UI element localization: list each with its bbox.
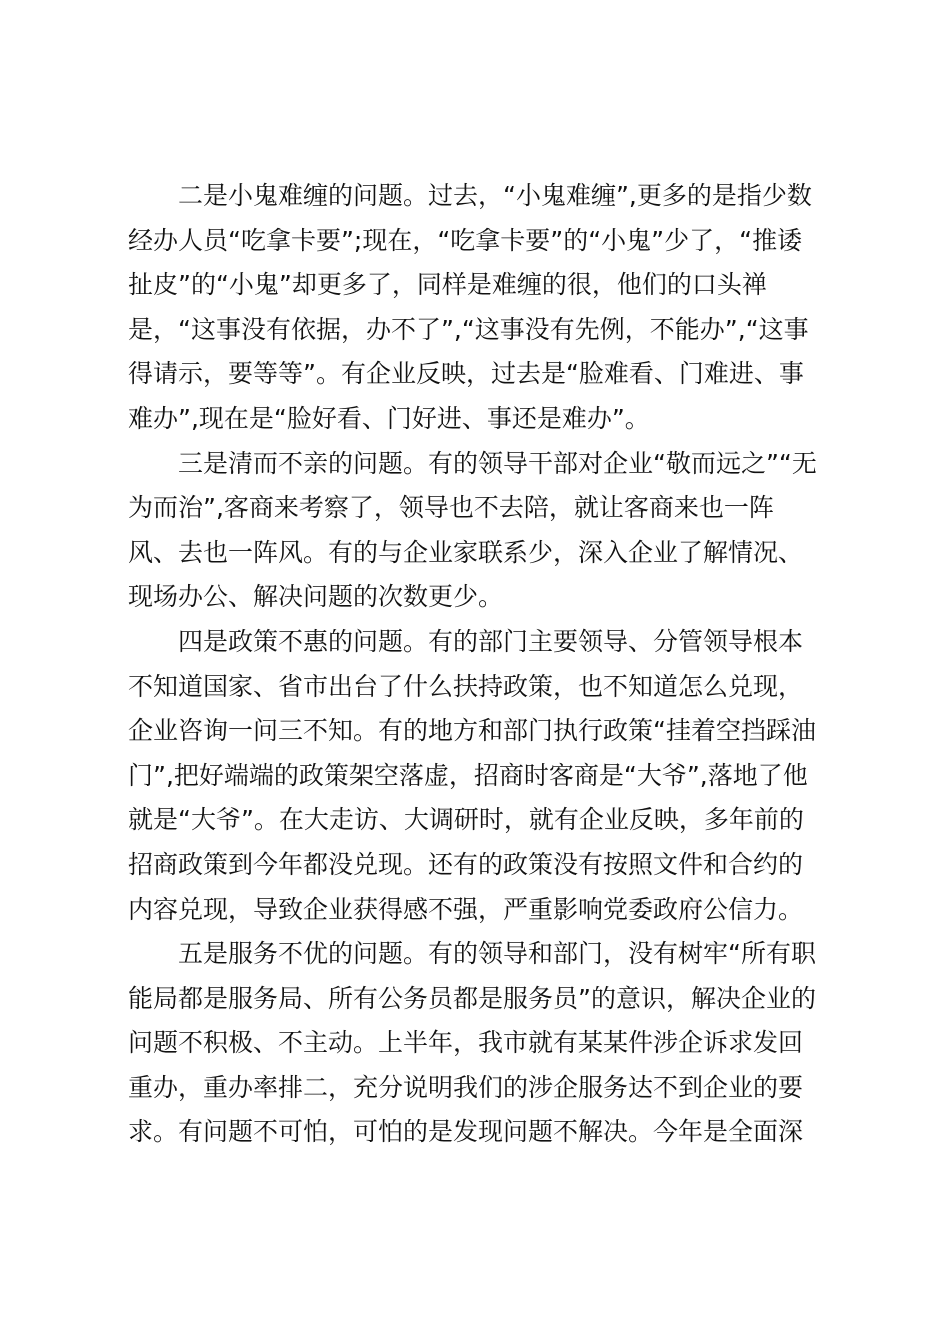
text-line: 门”,把好端端的政策架空落虚，招商时客商是“大爷”,落地了他	[128, 760, 808, 790]
text-line: 是，“这事没有依据，办不了”,“这事没有先例，不能办”,“这事	[128, 314, 809, 344]
text-line: 企业咨询一问三不知。有的地方和部门执行政策“挂着空挡踩油	[128, 716, 816, 746]
text-line: 得请示，要等等”。有企业反映，过去是“脸难看、门难进、事	[128, 359, 804, 389]
text-line: 重办，重办率排二，充分说明我们的涉企服务达不到企业的要	[128, 1072, 804, 1102]
paragraph-zhengce-bu-hui	[128, 620, 828, 932]
paragraph-fuwu-bu-you	[128, 932, 828, 1155]
text-line: 问题不积极、不主动。上半年，我市就有某某件涉企诉求发回	[128, 1028, 804, 1058]
text-line: 为而治”,客商来考察了，领导也不去陪，就让客商来也一阵	[128, 493, 774, 523]
paragraph-qing-er-bu-qin	[128, 442, 828, 620]
text-line: 能局都是服务局、所有公务员都是服务员”的意识，解决企业的	[128, 983, 816, 1013]
text-line: 经办人员“吃拿卡要”;现在，“吃拿卡要”的“小鬼”少了，“推诿	[128, 225, 803, 255]
text-line: 现场办公、解决问题的次数更少。	[128, 582, 504, 612]
text-line: 难办”,现在是“脸好看、门好进、事还是难办”。	[128, 403, 650, 433]
paragraph-xiaogui	[128, 174, 828, 442]
text-line: 招商政策到今年都没兑现。还有的政策没有按照文件和合约的	[128, 849, 804, 879]
document-page	[128, 174, 828, 1155]
text-line: 内容兑现，导致企业获得感不强，严重影响党委政府公信力。	[128, 894, 804, 924]
text-line: 四是政策不惠的问题。有的部门主要领导、分管领导根本	[178, 626, 804, 656]
text-line: 二是小鬼难缠的问题。过去，“小鬼难缠”,更多的是指少数	[178, 181, 812, 210]
text-line: 扯皮”的“小鬼”却更多了，同样是难缠的很，他们的口头禅	[128, 270, 767, 300]
text-line: 求。有问题不可怕，可怕的是发现问题不解决。今年是全面深	[128, 1117, 804, 1147]
text-line: 风、去也一阵风。有的与企业家联系少，深入企业了解情况、	[128, 537, 804, 567]
text-line: 五是服务不优的问题。有的领导和部门，没有树牢“所有职	[178, 939, 816, 969]
text-line: 三是清而不亲的问题。有的领导干部对企业“敬而远之”“无	[178, 448, 817, 478]
text-line: 就是“大爷”。在大走访、大调研时，就有企业反映，多年前的	[128, 805, 804, 835]
text-line: 不知道国家、省市出台了什么扶持政策，也不知道怎么兑现，	[128, 671, 804, 701]
